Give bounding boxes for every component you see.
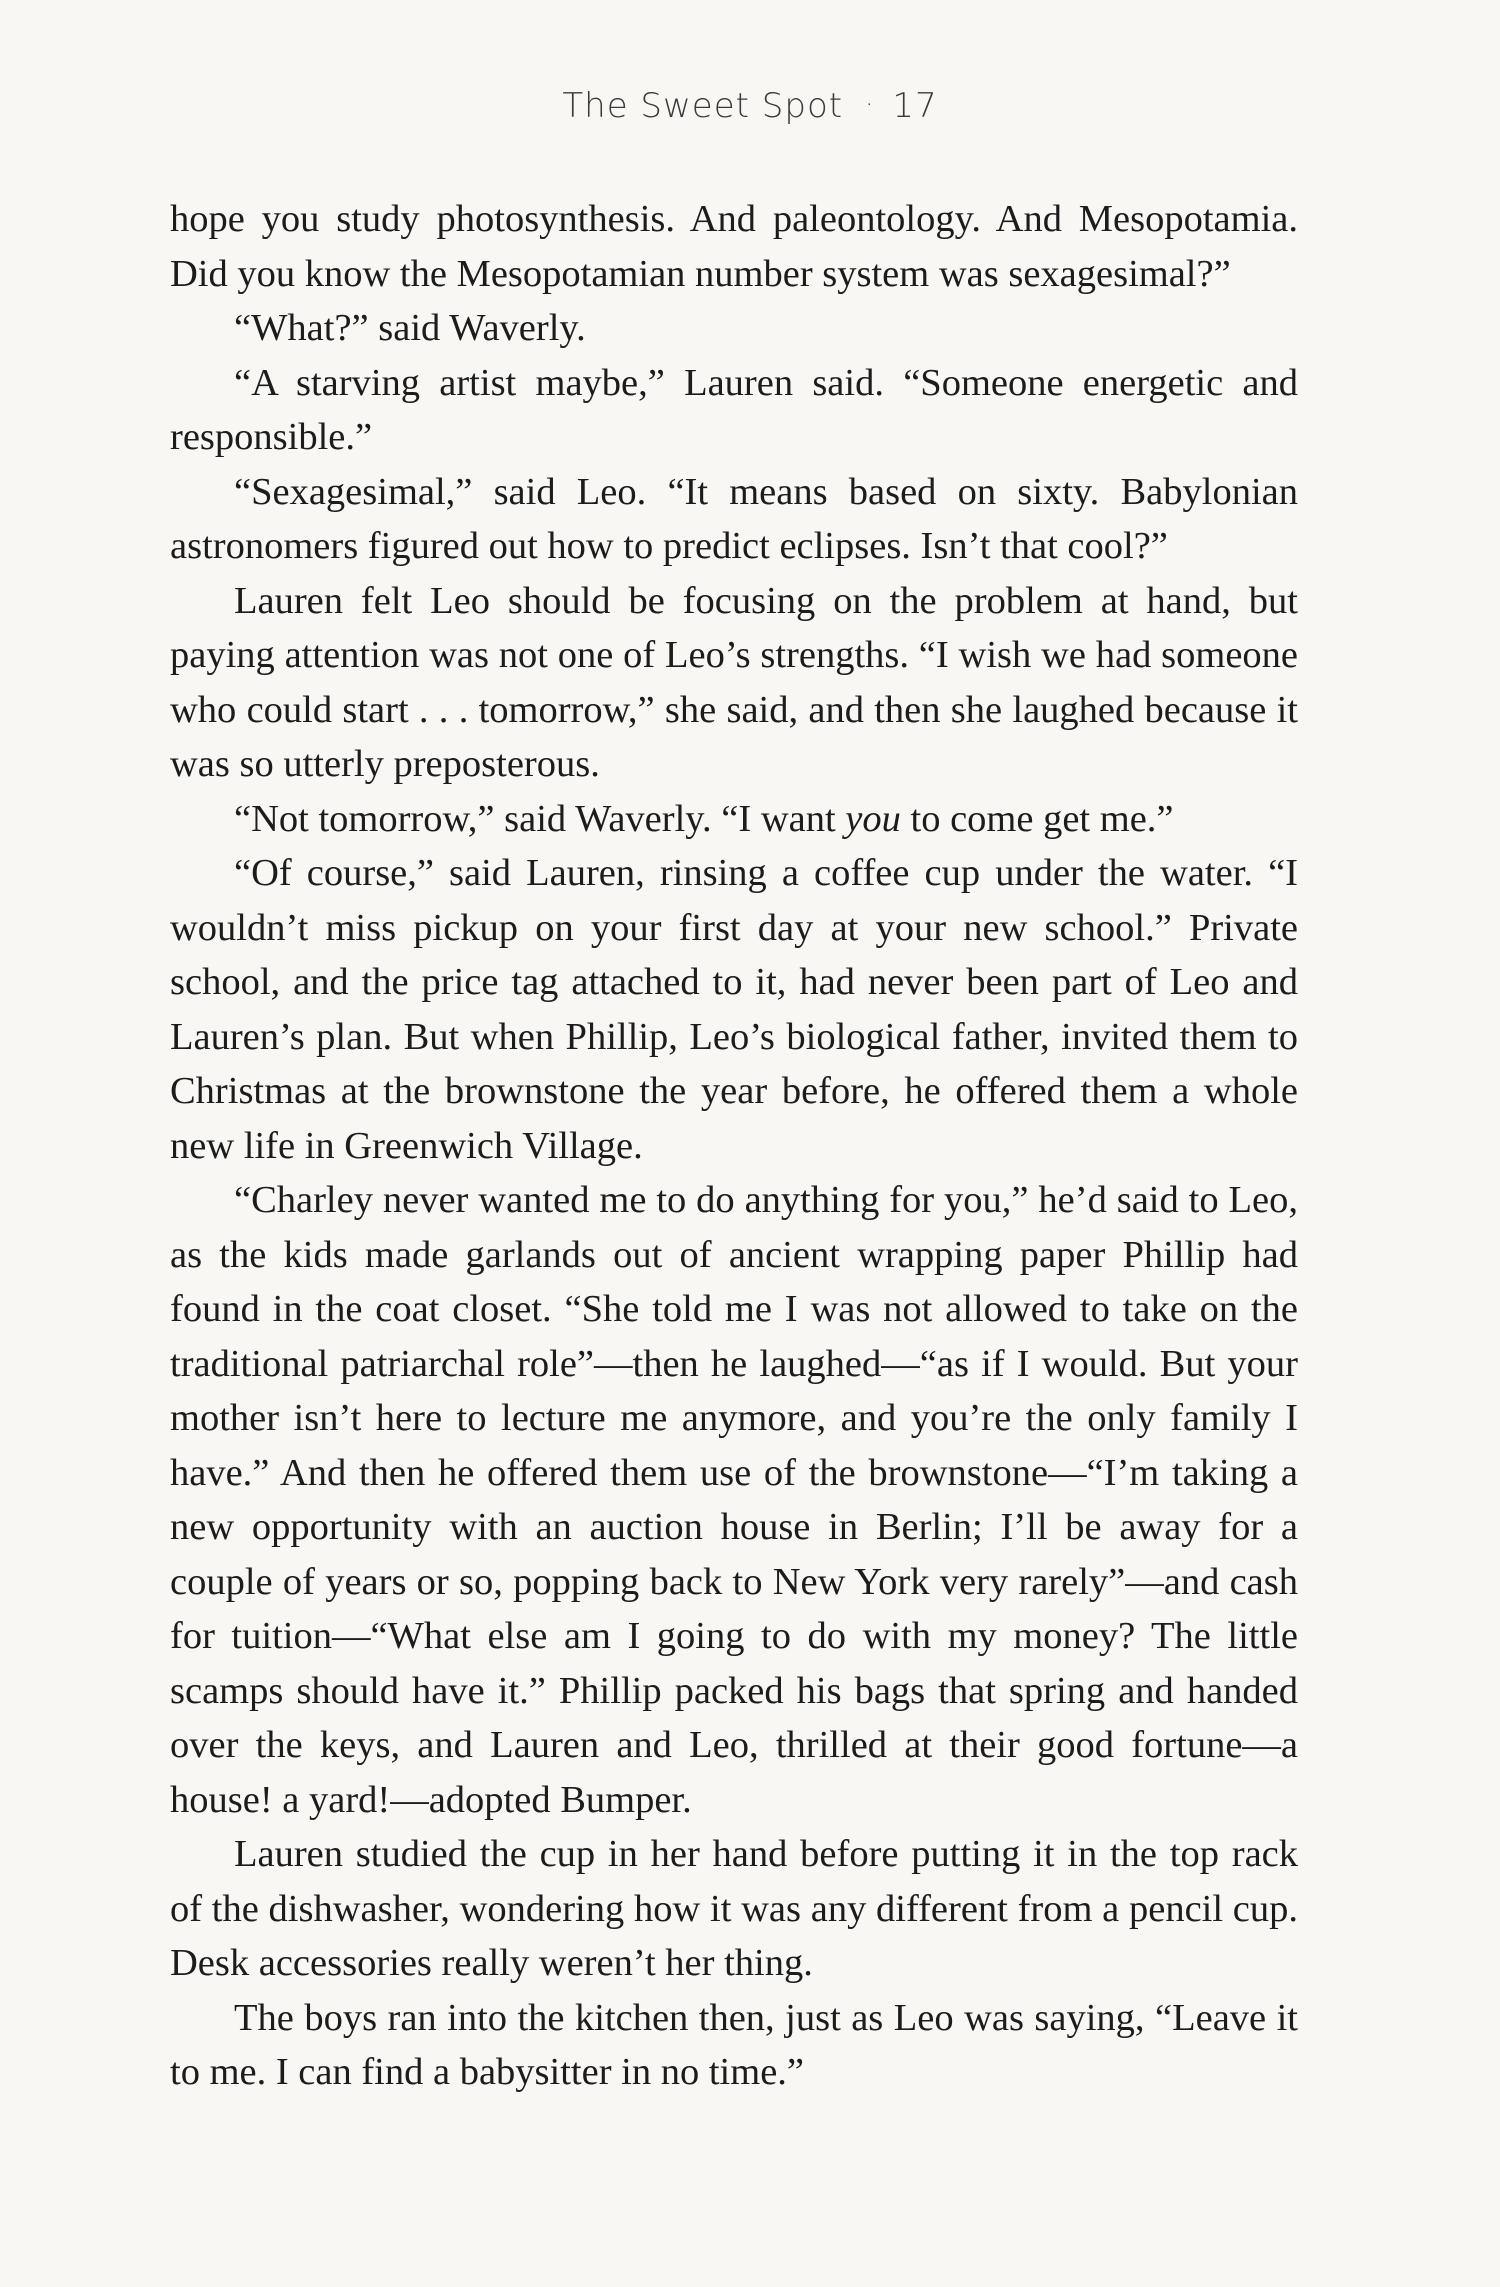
dialogue-text: to come get me.” (900, 797, 1174, 840)
paragraph: The boys ran into the kitchen then, just as Leo was saying, “Leave it to me. I can find a babysitter in no time.” (170, 1996, 1298, 2093)
emphasis-text: you (845, 797, 901, 840)
paragraph: “Charley never wanted me to do anything for you,” he’d said to Leo, as the kids made garlands out of ancient wrapping paper Phillip had found in the coat closet. “She told me I was not allowed to take on the traditional patriarchal role”—then he laughed—“as if I would. But your mother isn’t here to lecture me anymore, and you’re the only family I have.” And then he offered them use of the brownstone—“I’m taking a new opportunity with an auction house in Berlin; I’ll be away for a couple of years or so, popping back to New York very rarely”—and cash for tuition—“What else am I going to do with my money? The little scamps should have it.” Phillip packed his bags that spring and handed over the keys, and Lauren and Leo, thrilled at their good fortune—a house! a yard!—adopted Bumper. (170, 1179, 1298, 1821)
running-head (0, 86, 1500, 126)
paragraph-waverly (170, 792, 1298, 847)
paragraph: “Of course,” said Lauren, rinsing a coffee cup under the water. “I wouldn’t miss pickup on your first day at your new school.” Private school, and the price tag attached to it, had never been part of Leo and Lauren’s plan. But when Phillip, Leo’s biological father, invited them to Christmas at the brownstone the year before, he offered them a whole new life in Greenwich Village. (170, 852, 1298, 1167)
paragraph: Lauren studied the cup in her hand before putting it in the top rack of the dishwasher, wondering how it was any different from a pencil cup. Desk accessories really weren’t her thing. (170, 1833, 1298, 1984)
paragraph: “A starving artist maybe,” Lauren said. “Someone energetic and responsible.” (170, 361, 1298, 458)
paragraph: Lauren felt Leo should be focusing on the problem at hand, but paying attention was not one of Leo’s strengths. “I wish we had someone who could start . . . tomorrow,” she said, and then she laughed because it was so utterly preposterous. (170, 579, 1298, 785)
page-number: 17 (892, 86, 938, 126)
header-separator: · (865, 90, 875, 120)
paragraph: “Sexagesimal,” said Leo. “It means based on sixty. Babylonian astronomers figured out how to predict eclipses. Isn’t that cool?” (170, 470, 1298, 567)
book-title: The Sweet Spot (562, 86, 844, 126)
body-text (170, 192, 1298, 2100)
paragraph: “What?” said Waverly. (234, 307, 586, 349)
dialogue-text: “Not tomorrow,” said Waverly. “I want (234, 797, 846, 840)
paragraph: hope you study photosynthesis. And paleontology. And Mesopotamia. Did you know the Mesopotamian number system was sexagesimal?” (170, 198, 1298, 295)
